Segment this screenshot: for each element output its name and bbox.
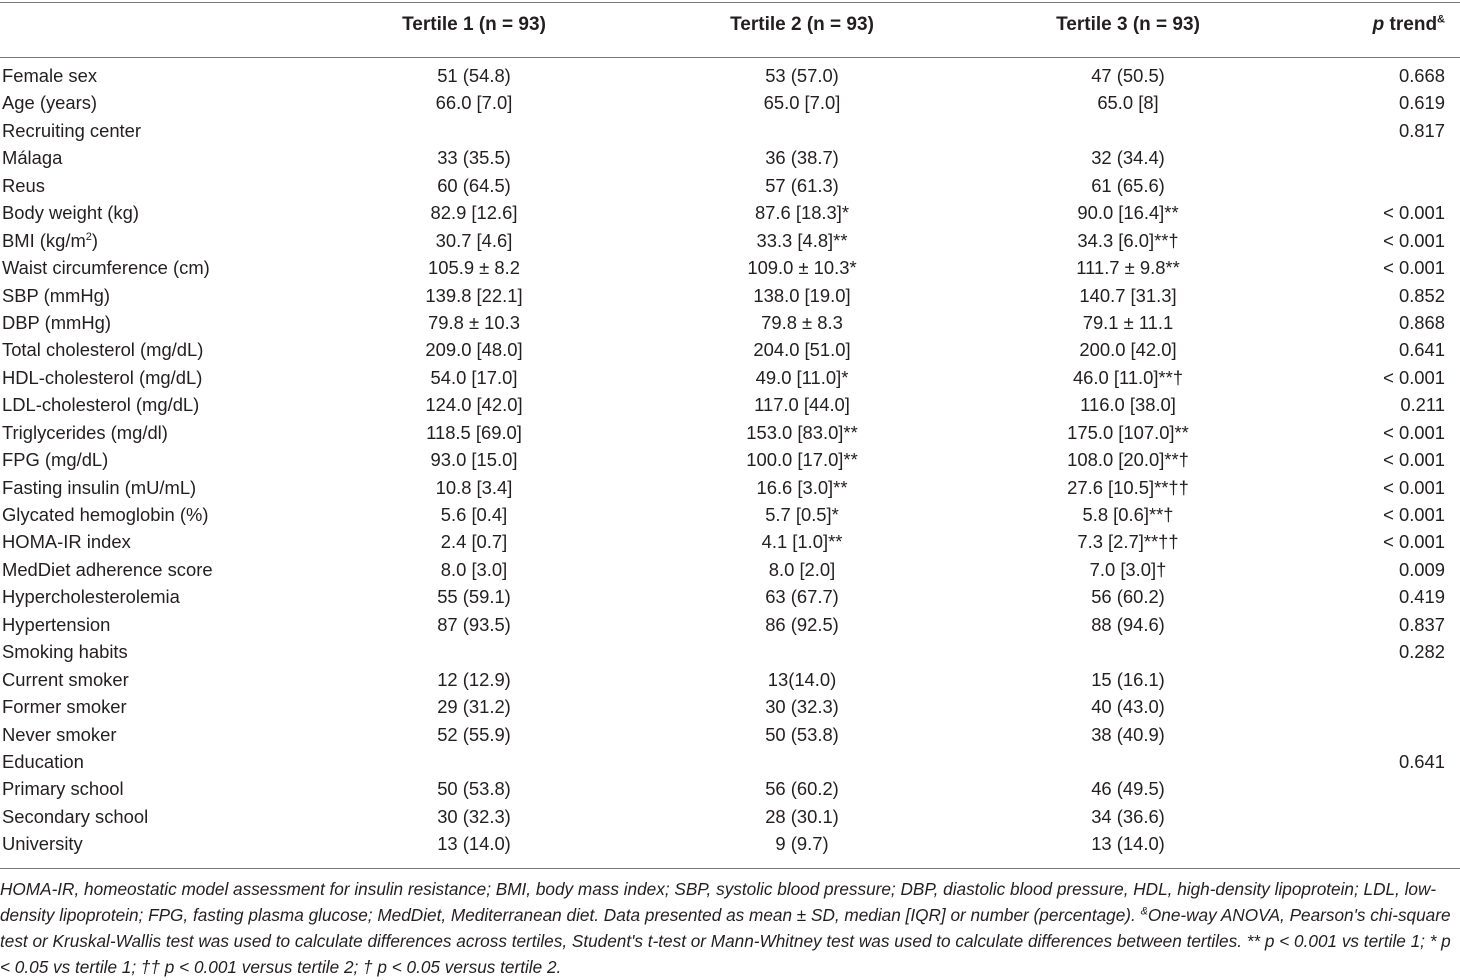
cell-tertile-1: 33 (35.5) — [437, 147, 511, 169]
table-row — [0, 336, 1460, 363]
cell-p-trend: < 0.001 — [1383, 449, 1445, 471]
row-label — [2, 309, 111, 336]
row-label — [2, 446, 108, 473]
cell-tertile-2: 100.0 [17.0]** — [746, 449, 858, 471]
cell-tertile-2: 36 (38.7) — [765, 147, 839, 169]
row-label — [2, 172, 45, 199]
table-row — [0, 446, 1460, 473]
footnote-text-1: HOMA-IR, homeostatic model assessment for insulin resistance; BMI, body mass index; SBP, systolic blood pressure; DBP, diastolic blood pressure, HDL, high-density lipoprotein; LDL, low-density lipoprotein; FPG, fasting plasma glucose; MedDiet, Mediterranean diet. Data presented as mean ± SD, median [IQR] or number (percentage). — [0, 879, 1437, 925]
cell-tertile-3: 200.0 [42.0] — [1079, 339, 1177, 361]
row-label-text: Hypercholesterolemia — [2, 586, 180, 608]
cell-tertile-1: 55 (59.1) — [437, 586, 511, 608]
cell-tertile-2: 30 (32.3) — [765, 696, 839, 718]
table-row — [0, 282, 1460, 309]
table-row — [0, 693, 1460, 720]
table-header-rule — [0, 57, 1460, 58]
cell-p-trend: < 0.001 — [1383, 229, 1445, 251]
table-row — [0, 556, 1460, 583]
row-label — [2, 254, 210, 281]
cell-p-trend: < 0.001 — [1383, 531, 1445, 553]
row-label — [2, 583, 180, 610]
row-label — [2, 693, 127, 720]
table-row — [0, 528, 1460, 555]
cell-tertile-2: 87.6 [18.3]* — [754, 202, 850, 224]
cell-tertile-3: 27.6 [10.5]**†† — [1067, 476, 1189, 498]
cell-tertile-1: 30.7 [4.6] — [435, 229, 513, 251]
cell-tertile-1: 79.8 ± 10.3 — [428, 311, 520, 333]
cell-tertile-1: 51 (54.8) — [437, 65, 511, 86]
cell-tertile-2: 109.0 ± 10.3* — [747, 257, 857, 279]
table-row — [0, 309, 1460, 336]
row-label-text: Hypertension — [2, 613, 111, 635]
row-label-after: ) — [91, 229, 99, 251]
cell-p-trend: 0.868 — [1398, 311, 1445, 333]
row-label-text: Reus — [2, 174, 45, 196]
row-label — [2, 62, 97, 89]
cell-p-trend: < 0.001 — [1383, 257, 1445, 279]
row-label — [2, 391, 199, 418]
table-row — [0, 391, 1460, 418]
cell-tertile-1: 50 (53.8) — [437, 778, 511, 800]
row-label-text: Former smoker — [2, 696, 127, 718]
header-p-trend-sup: & — [1437, 13, 1445, 26]
cell-p-trend: 0.211 — [1400, 394, 1445, 416]
cell-tertile-2: 33.3 [4.8]** — [756, 229, 848, 251]
cell-tertile-1: 60 (64.5) — [437, 174, 511, 196]
row-label-text: SBP (mmHg) — [2, 284, 110, 306]
table-row — [0, 254, 1460, 281]
cell-tertile-1: 12 (12.9) — [437, 668, 511, 690]
cell-tertile-1: 105.9 ± 8.2 — [428, 257, 520, 279]
row-label-text: University — [2, 833, 83, 855]
table-row — [0, 638, 1460, 665]
cell-tertile-2: 204.0 [51.0] — [753, 339, 851, 361]
cell-tertile-1: 10.8 [3.4] — [435, 476, 513, 498]
row-label — [2, 364, 202, 391]
cell-tertile-3: 47 (50.5) — [1091, 65, 1165, 86]
row-label — [2, 117, 141, 144]
table-row — [0, 803, 1460, 830]
cell-tertile-3: 175.0 [107.0]** — [1067, 421, 1189, 443]
cell-tertile-3: 13 (14.0) — [1091, 833, 1165, 855]
cell-tertile-3: 32 (34.4) — [1091, 147, 1165, 169]
row-label-text: Smoking habits — [2, 641, 128, 663]
row-label-text: Recruiting center — [2, 119, 142, 141]
row-label — [2, 282, 110, 309]
cell-p-trend: 0.282 — [1398, 641, 1445, 663]
row-label — [2, 501, 208, 528]
header-p-letter: p — [1372, 14, 1385, 35]
row-label-text: FPG (mg/dL) — [2, 449, 109, 471]
table-row — [0, 775, 1460, 802]
row-label — [2, 721, 116, 748]
row-label-text: Secondary school — [2, 805, 149, 827]
table-top-rule — [0, 2, 1460, 3]
row-label-text: Waist circumference (cm) — [2, 257, 210, 279]
row-label — [2, 199, 139, 226]
cell-tertile-3: 38 (40.9) — [1091, 723, 1165, 745]
cell-tertile-2: 56 (60.2) — [765, 778, 839, 800]
cell-tertile-1: 139.8 [22.1] — [425, 284, 523, 306]
header-tertile-2: Tertile 2 (n = 93) — [730, 14, 874, 35]
cell-tertile-1: 30 (32.3) — [437, 805, 511, 827]
table-bottom-rule — [0, 868, 1460, 869]
row-label — [2, 748, 84, 775]
row-label-text: HDL-cholesterol (mg/dL) — [2, 366, 203, 388]
header-p-trend — [1300, 14, 1445, 36]
cell-tertile-3: 88 (94.6) — [1091, 613, 1165, 635]
row-label-text: BMI (kg/m — [2, 229, 86, 251]
cell-p-trend: < 0.001 — [1383, 366, 1445, 388]
row-label-text: Primary school — [2, 778, 124, 800]
footnote-text-2: One-way ANOVA, Pearson's chi-square test or Kruskal-Wallis test was used to calculate differences across tertiles, Student's t-test or Mann-Whitney test was used to calculate differences between tertiles. ** p < 0.001 vs tertile 1; * p < 0.05 vs tertile 1; †† p < 0.001 versus tertile 2; † p < 0.05 versus tertile 2. — [0, 905, 1451, 977]
table-row — [0, 144, 1460, 171]
table-header — [0, 14, 1460, 42]
row-label — [2, 528, 131, 555]
cell-p-trend: < 0.001 — [1383, 476, 1445, 498]
row-label-text: MedDiet adherence score — [2, 558, 213, 580]
cell-tertile-2: 28 (30.1) — [765, 805, 839, 827]
cell-tertile-2: 57 (61.3) — [765, 174, 839, 196]
table-row — [0, 172, 1460, 199]
cell-tertile-2: 79.8 ± 8.3 — [761, 311, 843, 333]
row-label-text: DBP (mmHg) — [2, 311, 111, 333]
cell-tertile-1: 52 (55.9) — [437, 723, 511, 745]
cell-tertile-3: 5.8 [0.6]**† — [1082, 504, 1174, 525]
row-label-sup: 2 — [85, 230, 92, 243]
table-row — [0, 721, 1460, 748]
cell-p-trend: 0.419 — [1398, 586, 1445, 608]
footnote-sup: & — [1140, 905, 1148, 918]
cell-tertile-1: 29 (31.2) — [437, 696, 511, 718]
cell-tertile-3: 65.0 [8] — [1097, 92, 1159, 114]
cell-tertile-3: 15 (16.1) — [1091, 668, 1165, 690]
cell-tertile-1: 87 (93.5) — [437, 613, 511, 635]
cell-tertile-3: 7.0 [3.0]† — [1089, 558, 1167, 580]
row-label-text: Age (years) — [2, 92, 98, 114]
table-row — [0, 501, 1460, 528]
table-row — [0, 474, 1460, 501]
cell-tertile-3: 34.3 [6.0]**† — [1077, 229, 1179, 251]
table-row — [0, 364, 1460, 391]
table-row — [0, 583, 1460, 610]
table-row — [0, 227, 1460, 254]
cell-tertile-1: 5.6 [0.4] — [440, 504, 508, 525]
row-label-text: Glycated hemoglobin (%) — [2, 504, 209, 525]
cell-tertile-1: 93.0 [15.0] — [430, 449, 518, 471]
row-label-text: Málaga — [2, 147, 63, 169]
cell-tertile-2: 138.0 [19.0] — [753, 284, 851, 306]
cell-p-trend: 0.852 — [1398, 284, 1445, 306]
table-footnote — [0, 876, 1458, 980]
cell-tertile-1: 118.5 [69.0] — [426, 421, 522, 443]
cell-p-trend: < 0.001 — [1383, 202, 1445, 224]
cell-tertile-3: 7.3 [2.7]**†† — [1077, 531, 1179, 553]
cell-tertile-3: 46 (49.5) — [1091, 778, 1165, 800]
row-label-text: Never smoker — [2, 723, 117, 745]
row-label-text: Total cholesterol (mg/dL) — [2, 339, 204, 361]
cell-p-trend: 0.641 — [1398, 339, 1445, 361]
cell-tertile-3: 34 (36.6) — [1091, 805, 1165, 827]
header-trend-text: trend — [1384, 14, 1438, 35]
cell-p-trend: 0.641 — [1398, 750, 1445, 772]
cell-p-trend: < 0.001 — [1383, 421, 1445, 443]
table-row — [0, 62, 1460, 89]
row-label — [2, 830, 83, 857]
table-row — [0, 117, 1460, 144]
row-label — [2, 89, 97, 116]
row-label — [2, 611, 110, 638]
cell-tertile-1: 66.0 [7.0] — [435, 92, 513, 114]
header-tertile-1: Tertile 1 (n = 93) — [402, 14, 546, 35]
cell-tertile-2: 65.0 [7.0] — [763, 92, 841, 114]
row-label — [2, 638, 128, 665]
cell-tertile-1: 54.0 [17.0] — [430, 366, 518, 388]
cell-p-trend: 0.619 — [1398, 92, 1445, 114]
cell-tertile-2: 50 (53.8) — [765, 723, 839, 745]
row-label — [2, 227, 98, 254]
cell-p-trend: 0.009 — [1398, 558, 1445, 580]
row-label-text: LDL-cholesterol (mg/dL) — [2, 394, 200, 416]
cell-tertile-2: 16.6 [3.0]** — [756, 476, 848, 498]
cell-p-trend: 0.817 — [1398, 119, 1445, 141]
cell-tertile-2: 49.0 [11.0]* — [755, 366, 849, 388]
table-row — [0, 199, 1460, 226]
table-row — [0, 89, 1460, 116]
cell-tertile-2: 9 (9.7) — [775, 833, 829, 855]
cell-tertile-2: 4.1 [1.0]** — [761, 531, 843, 553]
cell-tertile-1: 82.9 [12.6] — [430, 202, 518, 224]
table-row — [0, 748, 1460, 775]
table-row — [0, 419, 1460, 446]
row-label-text: Body weight (kg) — [2, 202, 139, 224]
row-label-text: Female sex — [2, 65, 98, 86]
table-row — [0, 830, 1460, 857]
cell-tertile-3: 116.0 [38.0] — [1080, 394, 1176, 416]
table-row — [0, 666, 1460, 693]
cell-tertile-1: 8.0 [3.0] — [440, 558, 508, 580]
row-label — [2, 336, 203, 363]
cell-tertile-3: 46.0 [11.0]**† — [1072, 366, 1184, 388]
row-label-text: Triglycerides (mg/dl) — [2, 421, 168, 443]
cell-tertile-3: 90.0 [16.4]** — [1077, 202, 1179, 224]
cell-tertile-1: 124.0 [42.0] — [425, 394, 523, 416]
cell-tertile-2: 53 (57.0) — [765, 65, 839, 86]
cell-p-trend: < 0.001 — [1383, 504, 1445, 525]
header-tertile-3: Tertile 3 (n = 93) — [1056, 14, 1200, 35]
cell-tertile-2: 13(14.0) — [767, 668, 837, 690]
cell-tertile-3: 108.0 [20.0]**† — [1067, 449, 1189, 471]
cell-tertile-3: 40 (43.0) — [1091, 696, 1165, 718]
cell-tertile-3: 56 (60.2) — [1091, 586, 1165, 608]
cell-tertile-3: 140.7 [31.3] — [1079, 284, 1177, 306]
cell-tertile-3: 61 (65.6) — [1091, 174, 1165, 196]
row-label-text: Education — [2, 750, 84, 772]
row-label — [2, 666, 129, 693]
cell-tertile-2: 5.7 [0.5]* — [765, 504, 839, 525]
row-label — [2, 803, 148, 830]
row-label — [2, 556, 213, 583]
table-body — [0, 62, 1460, 858]
row-label — [2, 474, 196, 501]
row-label — [2, 775, 124, 802]
cell-tertile-2: 117.0 [44.0] — [754, 394, 850, 416]
cell-tertile-3: 111.7 ± 9.8** — [1076, 257, 1180, 279]
cell-p-trend: 0.837 — [1398, 613, 1445, 635]
cell-p-trend: 0.668 — [1398, 65, 1445, 86]
row-label — [2, 419, 168, 446]
row-label — [2, 144, 62, 171]
table-row — [0, 611, 1460, 638]
cell-tertile-1: 2.4 [0.7] — [440, 531, 508, 553]
cell-tertile-2: 86 (92.5) — [765, 613, 839, 635]
cell-tertile-2: 63 (67.7) — [765, 586, 839, 608]
cell-tertile-2: 153.0 [83.0]** — [746, 421, 858, 443]
row-label-text: Current smoker — [2, 668, 129, 690]
cell-tertile-1: 209.0 [48.0] — [425, 339, 523, 361]
cell-tertile-1: 13 (14.0) — [437, 833, 511, 855]
cell-tertile-2: 8.0 [2.0] — [768, 558, 836, 580]
cell-tertile-3: 79.1 ± 11.1 — [1082, 311, 1174, 333]
row-label-text: HOMA-IR index — [2, 531, 131, 553]
row-label-text: Fasting insulin (mU/mL) — [2, 476, 197, 498]
